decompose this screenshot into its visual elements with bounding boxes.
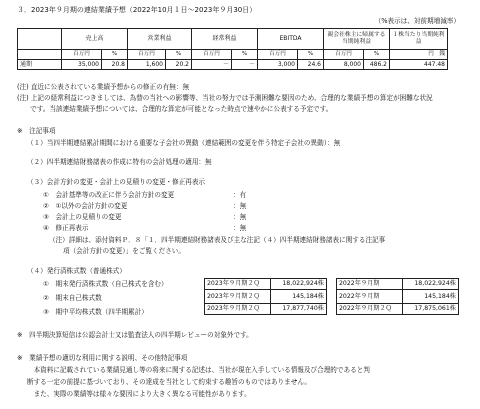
shares-cell: 17,877,740株 bbox=[271, 304, 327, 315]
value-cell: 3,000 bbox=[258, 60, 298, 70]
item3-row-value: ：無 bbox=[233, 224, 247, 232]
item3-row-value: ：有 bbox=[233, 191, 247, 199]
item3-row-label: ③ 会計上の見積りの変更 bbox=[43, 213, 122, 221]
remark-item-1: （１）当四半期連結累計期間における重要な子会社の異動（連結範囲の変更を伴う特定子会社の異動）：無 bbox=[27, 139, 341, 147]
shares-row-label: ③ 期中平均株式数（四半期累計） bbox=[43, 308, 148, 316]
value-cell: － bbox=[232, 60, 258, 70]
value-cell: 1,600 bbox=[128, 60, 166, 70]
period-cell: 2022年９月期 bbox=[337, 279, 403, 290]
table-row bbox=[337, 304, 459, 315]
header-empty bbox=[18, 29, 62, 50]
note-ordinary-income-2: です。当該連結業績予想については、合理的な算定が可能となった時点で速やかに公表する予定です。 bbox=[17, 105, 333, 113]
value-cell: 35,000 bbox=[62, 60, 102, 70]
period-cell: 2023年９月期２Ｑ bbox=[205, 279, 271, 290]
value-cell: 20.2 bbox=[166, 60, 192, 70]
shares-row-label: ② 期末自己株式数 bbox=[43, 294, 102, 302]
unit-cell: % bbox=[232, 50, 258, 60]
unit-cell: % bbox=[166, 50, 192, 60]
value-cell: 24.6 bbox=[298, 60, 324, 70]
table-row bbox=[205, 290, 327, 304]
shares-cell: 18,022,924株 bbox=[271, 279, 327, 290]
shares-cell: 18,022,924株 bbox=[403, 279, 459, 290]
header-sales: 売上高 bbox=[62, 29, 128, 50]
period-cell: 2023年９月期２Ｑ bbox=[205, 304, 271, 315]
forecast-header-row bbox=[18, 29, 448, 50]
forecast-heading: ※ 業績予想の適切な利用に関する説明、その他特記事項 bbox=[17, 354, 188, 362]
remark-item-4: （４）発行済株式数（普通株式） bbox=[27, 267, 126, 275]
header-operating-income: 営業利益 bbox=[128, 29, 192, 50]
unit-cell: 百万円 bbox=[258, 50, 298, 60]
note-revision: (注) 直近に公表されている業績予想からの修正の有無：無 bbox=[17, 83, 190, 91]
item3-row-label: ④ 修正再表示 bbox=[43, 224, 89, 232]
section-title: ３．2023年９月期の連結業績予想（2022年10月１日～2023年９月30日） bbox=[17, 6, 257, 14]
header-ordinary-income: 経常利益 bbox=[192, 29, 258, 50]
shares-table-prior bbox=[336, 278, 459, 315]
note-ordinary-income-1: (注) 上記の経常利益につきましては、為替の当社への影響等、当社の努力では予測困難な要因のため、合理的な業績予想の算定が困難な状況 bbox=[17, 94, 433, 102]
forecast-text-3: また、実際の業績等は様々な要因により大きく異なる可能性があります。 bbox=[27, 390, 251, 398]
unit-cell: % bbox=[102, 50, 128, 60]
shares-cell: 17,875,061株 bbox=[403, 304, 459, 315]
forecast-text-1: 本資料に記載されている業績見通し等の将来に関する記述は、当社が現在入手している情報及び合理的であると判 bbox=[27, 366, 370, 374]
forecast-units-row bbox=[18, 50, 448, 60]
unit-cell: 円 銭 bbox=[390, 50, 448, 60]
value-cell: － bbox=[192, 60, 232, 70]
unit-cell: 百万円 bbox=[128, 50, 166, 60]
table-row bbox=[337, 279, 459, 290]
unit-cell: 百万円 bbox=[324, 50, 364, 60]
value-cell: 486.2 bbox=[364, 60, 390, 70]
item3-row-label: ① 会計基準等の改正に伴う会計方針の変更 bbox=[43, 191, 175, 199]
table-row bbox=[337, 290, 459, 304]
period-cell: 2023年９月期２Ｑ bbox=[205, 290, 271, 304]
shares-cell: 145,184株 bbox=[271, 290, 327, 304]
forecast-text-2: 断する一定の前提に基づいており、その達成を当社として約束する趣旨のものではありません。 bbox=[27, 378, 311, 386]
forecast-table bbox=[17, 28, 448, 70]
header-net-income: 親会社株主に帰属する当期純利益 bbox=[324, 29, 390, 50]
shares-cell: 145,184株 bbox=[403, 290, 459, 304]
unit-cell: % bbox=[298, 50, 324, 60]
forecast-data-row bbox=[18, 60, 448, 70]
value-cell: 20.8 bbox=[102, 60, 128, 70]
item3-row-value: ：無 bbox=[233, 213, 247, 221]
unit-cell: 百万円 bbox=[62, 50, 102, 60]
units-empty bbox=[18, 50, 62, 60]
period-cell: 2022年９月期 bbox=[337, 290, 403, 304]
item3-note-1: （注）詳細は、添付資料Ｐ．８「１．四半期連結財務諸表及び主な注記（４）四半期連結財務諸表に関する注記事 bbox=[49, 236, 386, 244]
period-cell: 2022年９月期２Ｑ bbox=[337, 304, 403, 315]
review-note: ※ 四半期決算短信は公認会計士又は監査法人の四半期レビューの対象外です。 bbox=[17, 331, 253, 339]
remark-item-2: （２）四半期連結財務諸表の作成に特有の会計処理の適用：無 bbox=[27, 158, 212, 166]
value-cell: 447.48 bbox=[390, 60, 448, 70]
table-row bbox=[205, 304, 327, 315]
unit-cell: 百万円 bbox=[192, 50, 232, 60]
header-eps: １株当たり当期純利益 bbox=[390, 29, 448, 50]
item3-row-label: ② ①以外の会計方針の変更 bbox=[43, 202, 128, 210]
percent-note: （%表示は、対前期増減率） bbox=[374, 17, 460, 25]
value-cell: 8,000 bbox=[324, 60, 364, 70]
unit-cell: % bbox=[364, 50, 390, 60]
item3-row-value: ：無 bbox=[233, 202, 247, 210]
item3-note-2: 項（会計方針の変更）」をご覧ください。 bbox=[63, 247, 185, 255]
shares-table-current bbox=[204, 278, 327, 315]
table-row bbox=[205, 279, 327, 290]
remarks-heading: ※ 注記事項 bbox=[17, 127, 56, 135]
row-label: 通期 bbox=[18, 60, 62, 70]
header-ebitda: EBITDA bbox=[258, 29, 324, 50]
shares-row-label: ① 期末発行済株式数（自己株式を含む） bbox=[43, 280, 168, 288]
remark-item-3: （３）会計方針の変更・会計上の見積りの変更・修正再表示 bbox=[27, 178, 206, 186]
